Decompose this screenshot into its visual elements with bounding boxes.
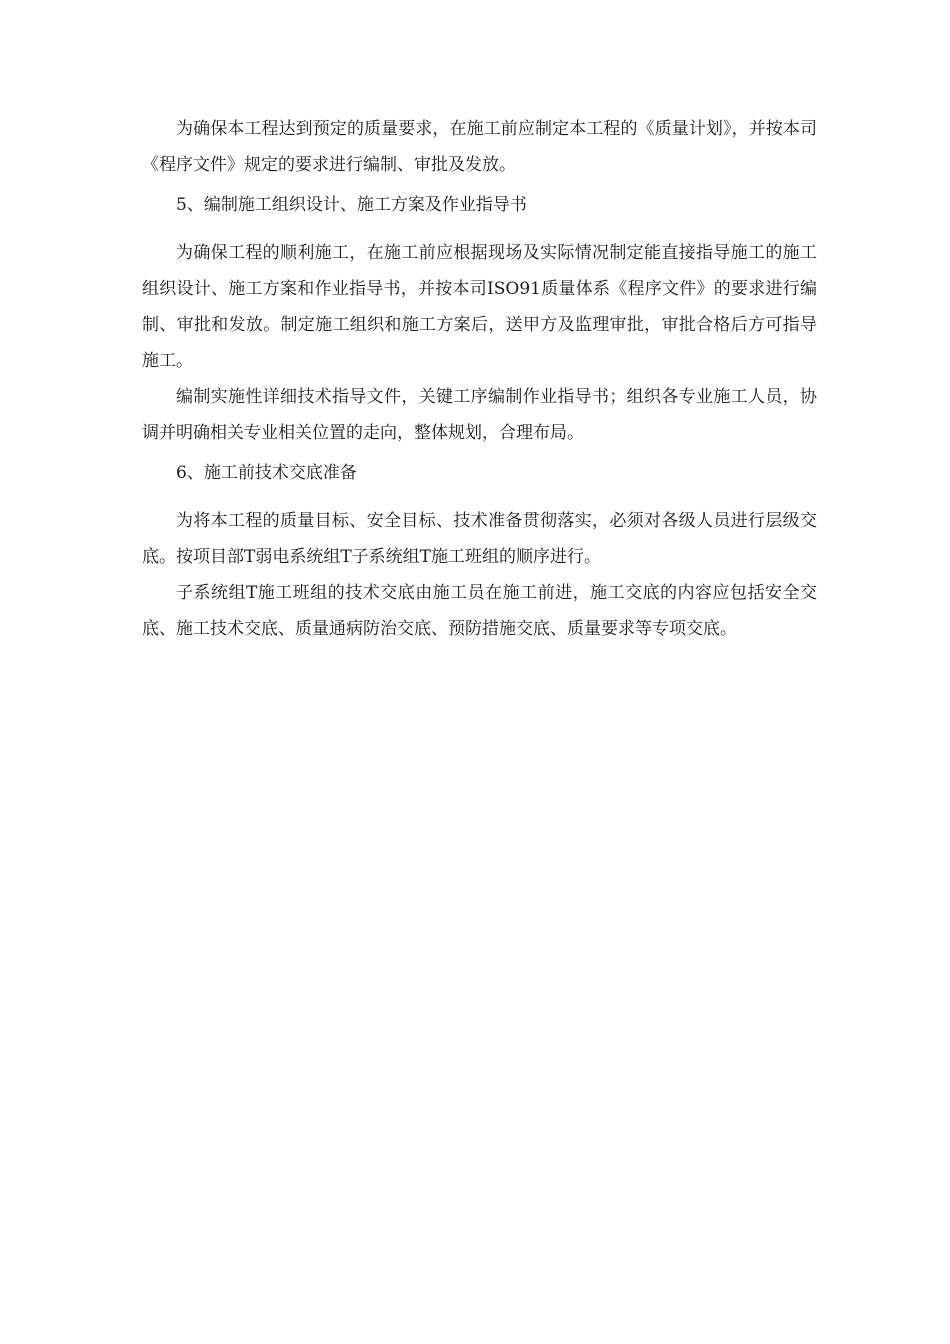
section-heading-6: 6、施工前技术交底准备 <box>176 463 357 483</box>
paragraph-quality-plan: 为确保本工程达到预定的质量要求，在施工前应制定本工程的《质量计划》，并按本司《程序文件》规定的要求进行编制、审批及发放。 <box>142 119 817 175</box>
paragraph-disclosure-levels: 为将本工程的质量目标、安全目标、技术准备贯彻落实，必须对各级人员进行层级交底。按项目部T弱电系统组T子系统组T施工班组的顺序进行。 <box>142 511 817 567</box>
section-heading-5: 5、编制施工组织设计、施工方案及作业指导书 <box>176 195 527 215</box>
paragraph-technical-guidance: 编制实施性详细技术指导文件，关键工序编制作业指导书；组织各专业施工人员，协调并明确相关专业相关位置的走向，整体规划，合理布局。 <box>142 387 817 443</box>
paragraph-disclosure-content: 子系统组T施工班组的技术交底由施工员在施工前进，施工交底的内容应包括安全交底、施工技术交底、质量通病防治交底、预防措施交底、质量要求等专项交底。 <box>142 583 817 639</box>
paragraph-construction-design: 为确保工程的顺利施工，在施工前应根据现场及实际情况制定能直接指导施工的施工组织设计、施工方案和作业指导书，并按本司ISO91质量体系《程序文件》的要求进行编制、审批和发放。制定施工组织和施工方案后，送甲方及监理审批，审批合格后方可指导施工。 <box>142 243 817 371</box>
document-body <box>142 111 817 647</box>
